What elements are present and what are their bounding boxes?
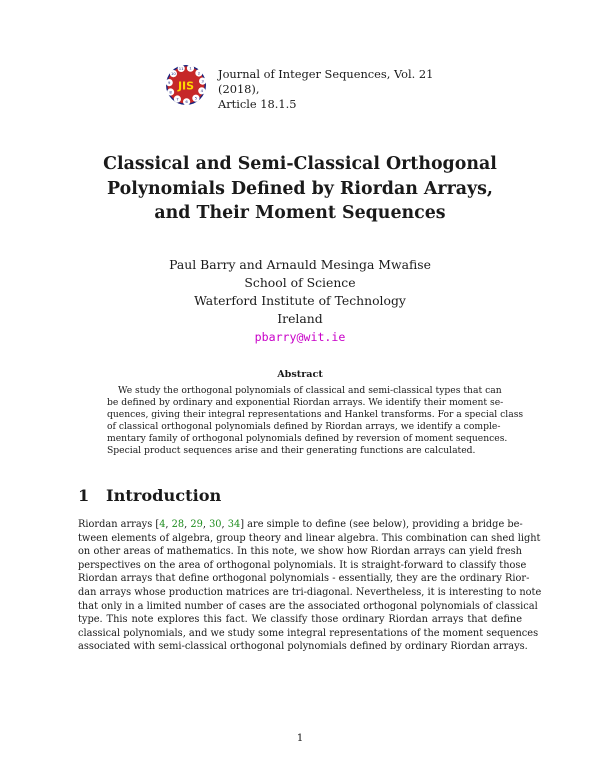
intro-line: on other areas of mathematics. In this note, we show how Riordan arrays can yield fresh: [78, 546, 522, 558]
author-names: Paul Barry and Arnauld Mesinga Mwafise: [169, 257, 431, 272]
svg-text:JIS: JIS: [177, 79, 195, 93]
abstract-line: of classical orthogonal polynomials defined by Riordan arrays, we identify a comple-: [107, 421, 501, 432]
abstract-line: quences, giving their integral representations and Hankel transforms. For a special class: [107, 409, 524, 420]
citation-link[interactable]: 34: [227, 519, 241, 530]
svg-text:5: 5: [194, 95, 198, 101]
citation-separator: ,: [184, 519, 191, 530]
author-email-link[interactable]: pbarry@wit.ie: [254, 330, 346, 344]
svg-text:9: 9: [167, 80, 171, 85]
abstract-line: be defined by ordinary and exponential Riordan arrays. We identify their moment se-: [107, 397, 504, 408]
svg-text:8: 8: [169, 89, 172, 95]
svg-text:7: 7: [176, 96, 179, 102]
title-line-1: Classical and Semi-Classical Orthogonal: [103, 154, 497, 174]
introduction-paragraph: [78, 518, 542, 654]
citation-link[interactable]: 29: [190, 519, 203, 530]
svg-text:6: 6: [185, 99, 188, 105]
title-line-2: Polynomials Defined by Riordan Arrays,: [107, 178, 493, 199]
intro-line: perspectives on the area of orthogonal polynomials. It is straight-forward to classify those: [78, 559, 527, 571]
intro-line: type. This note explores this fact. We classify those ordinary Riordan arrays that define: [78, 614, 522, 626]
svg-text:1: 1: [189, 65, 192, 71]
journal-citation: [218, 67, 465, 112]
svg-text:10: 10: [170, 71, 176, 76]
svg-text:2: 2: [197, 70, 201, 76]
page-number: 1: [296, 732, 304, 744]
citation-separator: ,: [202, 519, 210, 530]
jis-logo: [165, 64, 207, 106]
svg-text:4: 4: [200, 88, 204, 94]
author-institution: Waterford Institute of Technology: [194, 293, 406, 308]
abstract-heading: Abstract: [277, 369, 323, 380]
intro-line: that only in a limited number of cases are the associated orthogonal polynomials of classical: [78, 600, 538, 612]
intro-line: Riordan arrays that define orthogonal polynomials - essentially, they are the ordinary Rior-: [78, 573, 530, 585]
section-title: Introduction: [106, 486, 222, 505]
abstract-line: Special product sequences arise and their generating functions are calculated.: [107, 445, 476, 456]
author-department: School of Science: [244, 275, 356, 290]
abstract-line: We study the orthogonal polynomials of classical and semi-classical types that can: [118, 385, 502, 396]
intro-line: dan arrays whose production matrices are tri-diagonal. Nevertheless, it is interesting to note: [78, 586, 542, 598]
citation-link[interactable]: 28: [171, 519, 185, 530]
paper-title: [50, 152, 550, 226]
intro-line: [78, 518, 522, 532]
citation-link[interactable]: 30: [209, 519, 222, 530]
citation-link[interactable]: 4: [159, 519, 166, 530]
svg-text:11: 11: [178, 65, 184, 71]
abstract-line: mentary family of orthogonal polynomials defined by reversion of moment sequences.: [107, 433, 508, 444]
journal-line-1: Journal of Integer Sequences, Vol. 21 (2018),: [218, 67, 434, 96]
journal-header: [165, 64, 465, 111]
section-number: 1: [78, 486, 90, 505]
intro-line: classical polynomials, and we study some integral representations of the moment sequences: [78, 627, 539, 639]
author-country: Ireland: [277, 311, 323, 326]
svg-text:3: 3: [201, 78, 204, 84]
intro-text: ] are simple to define (see below), providing a bridge be-: [240, 519, 523, 530]
author-block: [100, 256, 500, 346]
intro-line: associated with semi-classical orthogonal polynomials defined by ordinary Riordan arrays.: [78, 641, 528, 653]
citation-separator: ,: [165, 519, 172, 530]
journal-line-2: Article 18.1.5: [218, 97, 297, 111]
section-heading-introduction: [78, 486, 221, 505]
intro-line: tween elements of algebra, group theory and linear algebra. This combination can shed light: [78, 532, 541, 544]
abstract-body: [107, 385, 524, 457]
citation-separator: ,: [221, 519, 228, 530]
title-line-3: and Their Moment Sequences: [154, 203, 446, 223]
intro-text: Riordan arrays [: [78, 519, 160, 530]
